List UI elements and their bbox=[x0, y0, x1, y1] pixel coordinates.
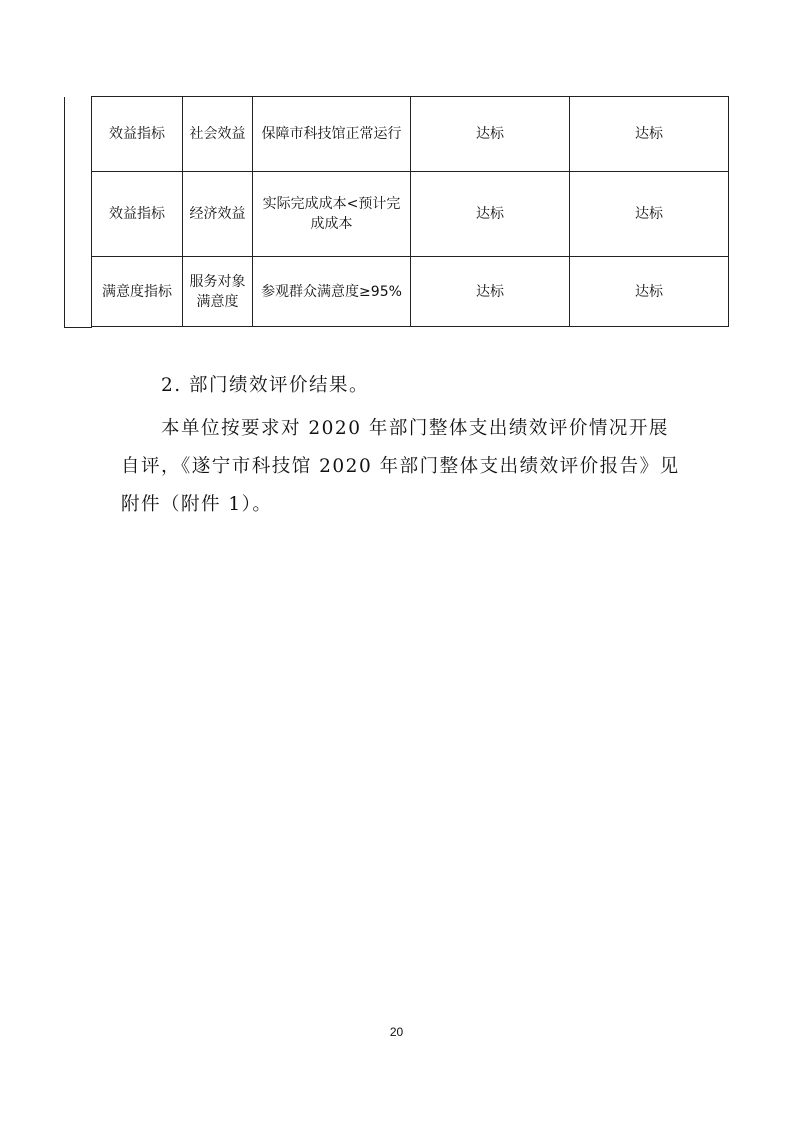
table-cell-indicator: 实际完成成本<预计完成成本 bbox=[253, 172, 411, 257]
table-cell-target: 达标 bbox=[411, 257, 570, 327]
page-number: 20 bbox=[389, 1025, 404, 1039]
table-cell-target: 达标 bbox=[411, 172, 570, 257]
table-row bbox=[92, 172, 729, 257]
table-cell-indicator: 保障市科技馆正常运行 bbox=[253, 97, 411, 172]
table-cell-subcategory: 社会效益 bbox=[183, 97, 253, 172]
table-cell-category: 满意度指标 bbox=[92, 257, 183, 327]
table-cell-subcategory: 服务对象满意度 bbox=[183, 257, 253, 327]
table-cell-actual: 达标 bbox=[570, 257, 729, 327]
table-cell-subcategory: 经济效益 bbox=[183, 172, 253, 257]
table-row bbox=[92, 97, 729, 172]
table-cell-actual: 达标 bbox=[570, 97, 729, 172]
table-cell-target: 达标 bbox=[411, 97, 570, 172]
table-cell-category: 效益指标 bbox=[92, 172, 183, 257]
table-left-border bbox=[64, 97, 92, 328]
table-cell-actual: 达标 bbox=[570, 172, 729, 257]
performance-indicator-table bbox=[91, 96, 729, 327]
section-body-paragraph: 本单位按要求对 2020 年部门整体支出绩效评价情况开展自评，《遂宁市科技馆 2020 年部门整体支出绩效评价报告》见附件（附件 1）。 bbox=[121, 418, 680, 515]
table-cell-indicator: 参观群众满意度≥95% bbox=[253, 257, 411, 327]
table-cell-category: 效益指标 bbox=[92, 97, 183, 172]
section-heading: 2. 部门绩效评价结果。 bbox=[161, 375, 370, 396]
table-row bbox=[92, 257, 729, 327]
